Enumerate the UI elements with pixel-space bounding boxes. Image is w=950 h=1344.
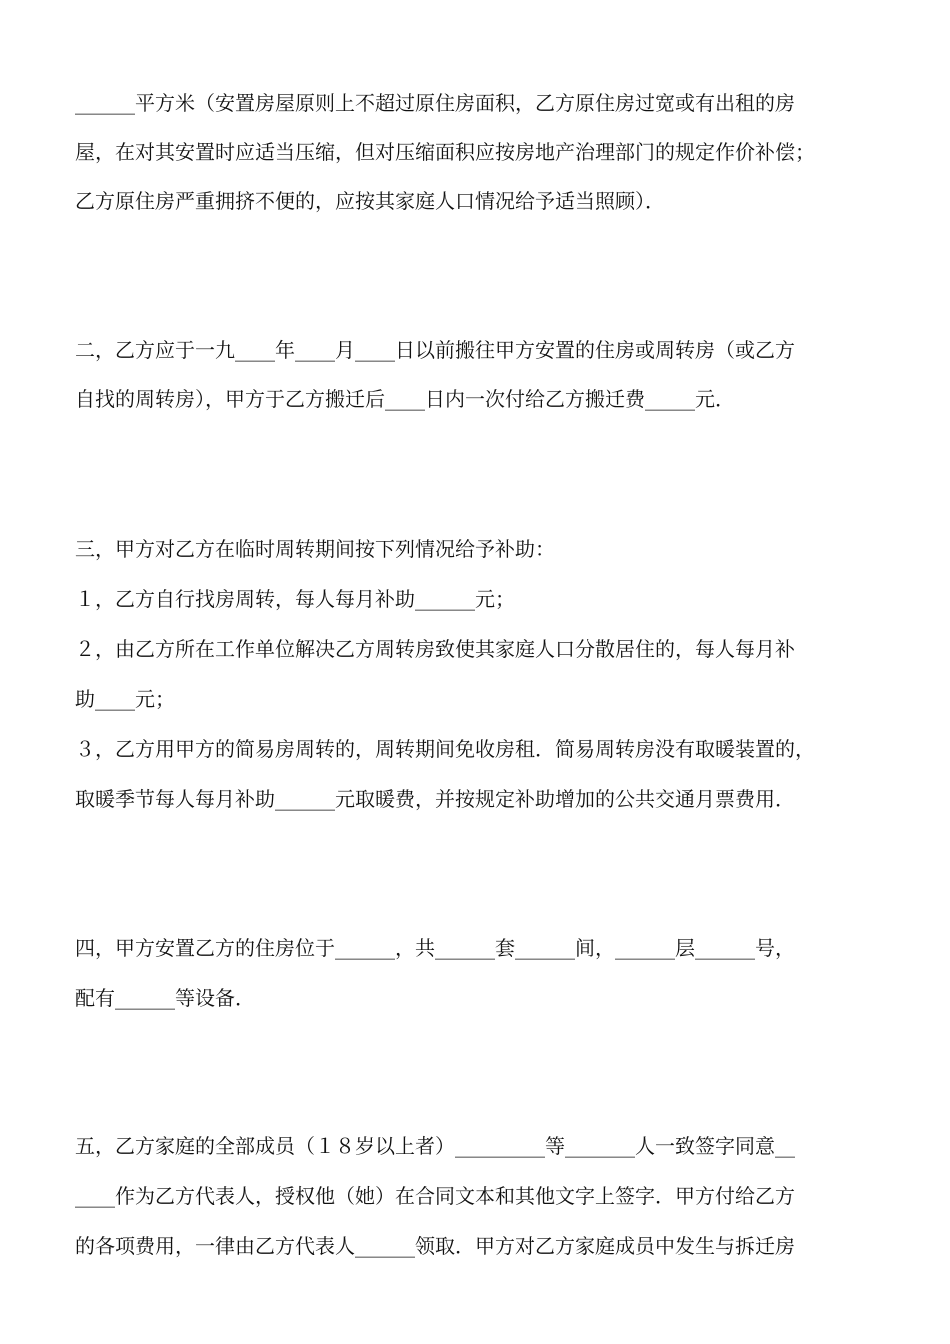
text-line: 的各项费用，一律由乙方代表人______领取．甲方对乙方家庭成员中发生与拆迁房	[75, 1234, 795, 1258]
text-line: 配有______等设备．	[75, 986, 255, 1010]
text-line: 助____元；	[75, 687, 175, 711]
text-line: ３，乙方用甲方的简易房周转的，周转期间免收房租．简易周转房没有取暖装置的，	[75, 737, 815, 761]
text-line: 五，乙方家庭的全部成员（１８岁以上者）_________等_______人一致签字同意__	[75, 1134, 795, 1158]
text-line: ２，由乙方所在工作单位解决乙方周转房致使其家庭人口分散居住的，每人每月补	[75, 637, 795, 661]
text-line: ____作为乙方代表人，授权他（她）在合同文本和其他文字上签字．甲方付给乙方	[75, 1184, 795, 1208]
text-line: 四，甲方安置乙方的住房位于______，共______套______间，______层______号，	[75, 936, 795, 960]
text-line: 屋，在对其安置时应适当压缩，但对压缩面积应按房地产治理部门的规定作价补偿；	[75, 140, 815, 164]
text-line: 乙方原住房严重拥挤不便的，应按其家庭人口情况给予适当照顾）．	[75, 189, 665, 213]
text-line: 二，乙方应于一九____年____月____日以前搬往甲方安置的住房或周转房（或乙方	[75, 338, 795, 362]
text-line: 三，甲方对乙方在临时周转期间按下列情况给予补助：	[75, 537, 555, 561]
text-line: １，乙方自行找房周转，每人每月补助______元；	[75, 587, 515, 611]
text-line: ______平方米（安置房屋原则上不超过原住房面积，乙方原住房过宽或有出租的房	[75, 91, 795, 115]
text-line: 取暖季节每人每月补助______元取暖费，并按规定补助增加的公共交通月票费用．	[75, 787, 795, 811]
text-line: 自找的周转房），甲方于乙方搬迁后____日内一次付给乙方搬迁费_____元．	[75, 387, 735, 411]
